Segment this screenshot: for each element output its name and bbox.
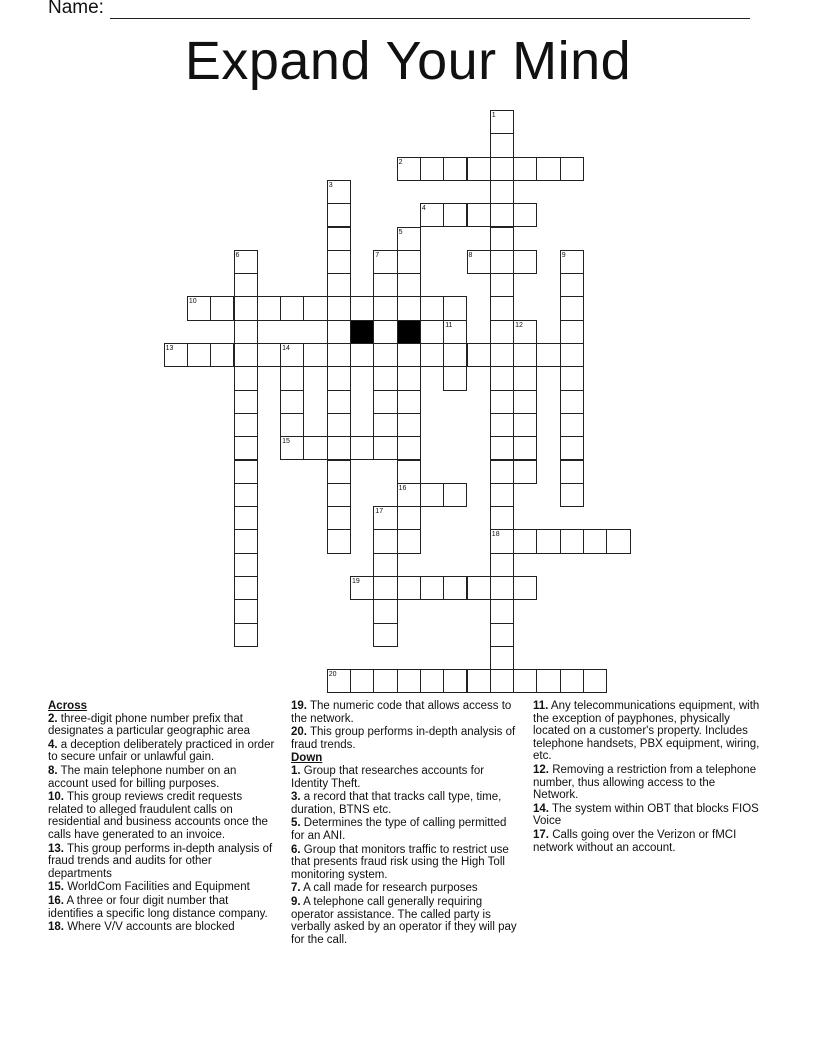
grid-cell[interactable] — [327, 506, 351, 530]
clue-number: 13. — [48, 842, 64, 855]
grid-cell[interactable] — [373, 296, 397, 320]
grid-cell[interactable] — [490, 366, 514, 390]
clue-number-label: 9 — [561, 251, 566, 259]
clue-number: 12. — [533, 763, 549, 776]
clue-text: Where V/V accounts are blocked — [64, 921, 235, 934]
clue-number: 11. — [533, 700, 549, 712]
grid-cell[interactable] — [327, 529, 351, 553]
grid-cell[interactable] — [420, 203, 444, 227]
clue-text: a record that that tracks call type, time, duration, BTNS etc. — [291, 791, 502, 816]
grid-cell[interactable] — [397, 273, 421, 297]
grid-black-cell — [397, 320, 421, 344]
grid-cell[interactable] — [490, 320, 514, 344]
grid-cell[interactable] — [303, 343, 327, 367]
across-heading: Across — [48, 700, 87, 712]
grid-cell[interactable] — [397, 529, 421, 553]
grid-cell[interactable] — [327, 273, 351, 297]
down-clue-list-continued — [533, 700, 761, 854]
clue-item — [291, 726, 519, 751]
clue-text: Group that monitors traffic to restrict use that presents fraud risk using the High Toll monitoring system. — [291, 843, 509, 881]
clue-item — [291, 700, 519, 725]
clue-number: 19. — [291, 700, 307, 712]
grid-cell[interactable] — [327, 296, 351, 320]
clue-item — [533, 803, 761, 828]
grid-cell[interactable] — [373, 250, 397, 274]
clue-number: 1. — [291, 764, 301, 777]
grid-cell[interactable] — [443, 343, 467, 367]
grid-cell[interactable] — [164, 343, 188, 367]
grid-cell[interactable] — [187, 296, 211, 320]
clue-text: a deception deliberately practiced in order to secure unfair or unlawful gain. — [48, 738, 275, 764]
clue-number: 16. — [48, 894, 64, 907]
clue-text: Removing a restriction from a telephone number, thus allowing access to the Network. — [533, 763, 757, 802]
clue-number: 6. — [291, 843, 301, 856]
grid-cell[interactable] — [280, 296, 304, 320]
clue-text: Group that researches accounts for Identity Theft. — [291, 764, 485, 790]
grid-cell[interactable] — [234, 296, 258, 320]
grid-cell[interactable] — [327, 413, 351, 437]
clue-text: Determines the type of calling permitted for an ANI. — [291, 817, 507, 842]
grid-cell[interactable] — [327, 436, 351, 460]
grid-cell[interactable] — [490, 133, 514, 157]
grid-cell[interactable] — [234, 553, 258, 577]
grid-cell[interactable] — [234, 529, 258, 553]
grid-cell[interactable] — [560, 320, 584, 344]
grid-cell[interactable] — [443, 576, 467, 600]
grid-cell[interactable] — [373, 623, 397, 647]
across-clue-list-continued — [291, 700, 519, 751]
grid-cell[interactable] — [280, 413, 304, 437]
grid-cell[interactable] — [280, 343, 304, 367]
grid-cell[interactable] — [373, 506, 397, 530]
grid-cell[interactable] — [443, 366, 467, 390]
grid-cell[interactable] — [560, 669, 584, 693]
grid-cell[interactable] — [490, 576, 514, 600]
grid-cell[interactable] — [280, 436, 304, 460]
grid-cell[interactable] — [327, 320, 351, 344]
grid-cell[interactable] — [490, 553, 514, 577]
clue-text: This group performs in-depth analysis of fraud trends. — [291, 726, 516, 751]
grid-cell[interactable] — [490, 227, 514, 251]
grid-cell[interactable] — [397, 413, 421, 437]
grid-cell[interactable] — [490, 599, 514, 623]
grid-cell[interactable] — [373, 343, 397, 367]
clue-number: 4. — [48, 738, 58, 751]
grid-cell[interactable] — [490, 273, 514, 297]
grid-cell[interactable] — [490, 669, 514, 693]
grid-cell[interactable] — [373, 576, 397, 600]
grid-cell[interactable] — [536, 669, 560, 693]
grid-cell[interactable] — [513, 203, 537, 227]
grid-cell[interactable] — [560, 157, 584, 181]
clue-text: WorldCom Facilities and Equipment — [64, 881, 250, 894]
grid-cell[interactable] — [443, 320, 467, 344]
across-clue-list — [48, 713, 276, 934]
clue-text: three-digit phone number prefix that designates a particular geographic area — [48, 712, 251, 738]
grid-cell[interactable] — [234, 506, 258, 530]
grid-cell[interactable] — [490, 390, 514, 414]
grid-cell[interactable] — [234, 366, 258, 390]
grid-cell[interactable] — [210, 343, 234, 367]
grid-cell[interactable] — [327, 180, 351, 204]
clue-number: 10. — [48, 791, 64, 804]
grid-cell[interactable] — [327, 390, 351, 414]
grid-cell[interactable] — [513, 250, 537, 274]
clue-number-label: 18 — [491, 531, 500, 539]
grid-cell[interactable] — [490, 646, 514, 670]
grid-cell[interactable] — [373, 413, 397, 437]
grid-cell[interactable] — [397, 669, 421, 693]
grid-cell[interactable] — [397, 506, 421, 530]
clue-number-label: 4 — [421, 205, 426, 213]
grid-cell[interactable] — [350, 669, 374, 693]
name-label: Name: — [48, 0, 104, 18]
grid-cell[interactable] — [490, 296, 514, 320]
clue-text: A three or four digit number that identifies a specific long distance company. — [48, 894, 268, 920]
clue-number-label: 7 — [375, 251, 380, 259]
clues-column-3 — [533, 700, 761, 855]
grid-cell[interactable] — [327, 669, 351, 693]
grid-cell[interactable] — [560, 529, 584, 553]
clue-number: 8. — [48, 764, 58, 777]
grid-cell[interactable] — [327, 343, 351, 367]
grid-cell[interactable] — [490, 483, 514, 507]
clue-item — [48, 791, 276, 841]
clue-item — [291, 896, 519, 946]
grid-cell[interactable] — [513, 669, 537, 693]
grid-cell[interactable] — [490, 110, 514, 134]
grid-cell[interactable] — [490, 157, 514, 181]
clue-item — [291, 791, 519, 816]
grid-cell[interactable] — [397, 576, 421, 600]
clues-column-1 — [48, 700, 276, 935]
grid-cell[interactable] — [397, 227, 421, 251]
grid-cell[interactable] — [536, 529, 560, 553]
grid-cell[interactable] — [257, 343, 281, 367]
grid-cell[interactable] — [303, 296, 327, 320]
clue-text: Calls going over the Verizon or fMCI network without an account. — [533, 828, 737, 854]
grid-cell[interactable] — [490, 250, 514, 274]
grid-cell[interactable] — [234, 413, 258, 437]
grid-cell[interactable] — [280, 366, 304, 390]
clue-number-label: 20 — [328, 671, 337, 679]
grid-cell[interactable] — [560, 296, 584, 320]
grid-cell[interactable] — [490, 436, 514, 460]
grid-cell[interactable] — [234, 273, 258, 297]
grid-cell[interactable] — [210, 296, 234, 320]
clue-number-label: 2 — [398, 158, 403, 166]
grid-cell[interactable] — [420, 576, 444, 600]
clue-item — [533, 829, 761, 854]
grid-cell[interactable] — [187, 343, 211, 367]
clue-item — [291, 765, 519, 790]
clue-number-label: 6 — [235, 251, 240, 259]
grid-cell[interactable] — [583, 529, 607, 553]
clue-number-label: 11 — [445, 321, 453, 329]
clue-item — [533, 764, 761, 802]
clue-item — [48, 713, 276, 738]
grid-cell[interactable] — [397, 250, 421, 274]
grid-cell[interactable] — [513, 343, 537, 367]
clue-number-label: 8 — [468, 251, 473, 259]
page-title: Expand Your Mind — [184, 31, 632, 91]
grid-cell[interactable] — [467, 576, 491, 600]
grid-cell[interactable] — [490, 413, 514, 437]
clue-number-label: 13 — [165, 345, 174, 352]
grid-cell[interactable] — [490, 623, 514, 647]
grid-cell[interactable] — [397, 157, 421, 181]
grid-cell[interactable] — [397, 366, 421, 390]
grid-cell[interactable] — [350, 436, 374, 460]
grid-cell[interactable] — [373, 436, 397, 460]
grid-cell[interactable] — [397, 436, 421, 460]
clue-item — [291, 844, 519, 882]
clue-item — [48, 881, 276, 894]
grid-cell[interactable] — [606, 529, 630, 553]
grid-cell[interactable] — [327, 250, 351, 274]
clue-item — [48, 843, 276, 881]
clue-text: This group performs in-depth analysis of fraud trends and audits for other departments — [48, 842, 273, 880]
grid-cell[interactable] — [373, 529, 397, 553]
grid-cell[interactable] — [583, 669, 607, 693]
down-clue-list — [291, 765, 519, 946]
grid-cell[interactable] — [327, 366, 351, 390]
grid-black-cell — [350, 320, 374, 344]
clue-number: 3. — [291, 791, 301, 804]
grid-cell[interactable] — [257, 296, 281, 320]
clue-number-label: 15 — [282, 438, 290, 446]
clue-text: Any telecommunications equipment, with the exception of payphones, physically located on a customer's property. Includes telephone handsets, PBX equipment, wiring, etc. — [533, 700, 760, 763]
clue-number-label: 16 — [398, 484, 407, 492]
grid-cell[interactable] — [490, 180, 514, 204]
grid-cell[interactable] — [350, 296, 374, 320]
grid-cell[interactable] — [536, 343, 560, 367]
grid-cell[interactable] — [420, 343, 444, 367]
grid-cell[interactable] — [420, 296, 444, 320]
clue-number-label: 17 — [375, 508, 384, 516]
grid-cell[interactable] — [234, 483, 258, 507]
clue-item — [48, 895, 276, 920]
grid-cell[interactable] — [234, 250, 258, 274]
clues-column-2 — [291, 700, 519, 947]
grid-cell[interactable] — [397, 343, 421, 367]
grid-cell[interactable] — [513, 390, 537, 414]
down-heading: Down — [291, 752, 323, 765]
grid-cell[interactable] — [350, 343, 374, 367]
clue-item — [291, 882, 519, 895]
clue-text: This group reviews credit requests related to alleged fraudulent calls on residential and business accounts once the calls have generated to an invoice. — [48, 791, 268, 841]
grid-cell[interactable] — [327, 203, 351, 227]
clue-item — [48, 921, 276, 934]
clue-number: 17. — [533, 828, 549, 841]
grid-cell[interactable] — [467, 669, 491, 693]
grid-cell[interactable] — [373, 273, 397, 297]
clue-number: 20. — [291, 726, 307, 739]
grid-cell[interactable] — [560, 343, 584, 367]
clue-item — [48, 765, 276, 790]
clue-number-label: 12 — [515, 321, 523, 329]
grid-cell[interactable] — [373, 669, 397, 693]
grid-cell[interactable] — [443, 483, 467, 507]
clue-number-label: 5 — [398, 228, 403, 236]
clue-number-label: 1 — [491, 112, 496, 119]
grid-cell[interactable] — [560, 366, 584, 390]
clue-number-label: 3 — [328, 181, 333, 189]
clue-number: 18. — [48, 921, 64, 934]
grid-cell[interactable] — [560, 460, 584, 484]
grid-cell[interactable] — [560, 250, 584, 274]
grid-cell[interactable] — [513, 366, 537, 390]
grid-cell[interactable] — [467, 250, 491, 274]
clue-text: A call made for research purposes — [300, 882, 478, 895]
clue-number: 2. — [48, 712, 58, 725]
grid-cell[interactable] — [350, 576, 374, 600]
grid-cell[interactable] — [234, 436, 258, 460]
grid-cell[interactable] — [560, 273, 584, 297]
grid-cell[interactable] — [513, 460, 537, 484]
grid-cell[interactable] — [327, 227, 351, 251]
grid-cell[interactable] — [443, 203, 467, 227]
grid-cell[interactable] — [327, 460, 351, 484]
grid-cell[interactable] — [373, 599, 397, 623]
clue-number-label: 14 — [282, 345, 290, 352]
grid-cell[interactable] — [490, 529, 514, 553]
grid-cell[interactable] — [467, 343, 491, 367]
clue-text: A telephone call generally requiring operator assistance. The called party is verbally asked by an operator if they will pay for the call. — [291, 895, 517, 946]
grid-cell[interactable] — [234, 599, 258, 623]
grid-cell[interactable] — [467, 157, 491, 181]
grid-cell[interactable] — [490, 460, 514, 484]
grid-cell[interactable] — [536, 157, 560, 181]
grid-cell[interactable] — [490, 203, 514, 227]
clue-item — [533, 700, 761, 763]
clue-number: 14. — [533, 802, 549, 815]
clue-number: 15. — [48, 881, 64, 894]
grid-cell[interactable] — [420, 669, 444, 693]
clue-number: 9. — [291, 895, 301, 908]
grid-cell[interactable] — [513, 157, 537, 181]
grid-cell[interactable] — [560, 436, 584, 460]
grid-cell[interactable] — [234, 343, 258, 367]
grid-cell[interactable] — [467, 203, 491, 227]
grid-cell[interactable] — [490, 506, 514, 530]
grid-cell[interactable] — [234, 623, 258, 647]
grid-cell[interactable] — [234, 576, 258, 600]
clue-text: The numeric code that allows access to the network. — [291, 700, 512, 725]
grid-cell[interactable] — [373, 366, 397, 390]
grid-cell[interactable] — [513, 436, 537, 460]
clue-text: The system within OBT that blocks FIOS Voice — [533, 802, 759, 828]
clue-item — [291, 817, 519, 842]
grid-cell[interactable] — [513, 576, 537, 600]
clue-text: The main telephone number on an account used for billing purposes. — [48, 764, 237, 790]
grid-cell[interactable] — [443, 669, 467, 693]
grid-cell[interactable] — [397, 460, 421, 484]
clue-number-label: 19 — [352, 578, 360, 585]
clue-number-label: 10 — [188, 298, 197, 306]
grid-cell[interactable] — [560, 413, 584, 437]
grid-cell[interactable] — [420, 157, 444, 181]
grid-cell[interactable] — [397, 390, 421, 414]
grid-cell[interactable] — [420, 483, 444, 507]
grid-cell[interactable] — [373, 390, 397, 414]
grid-cell[interactable] — [397, 483, 421, 507]
grid-cell[interactable] — [513, 529, 537, 553]
grid-cell[interactable] — [373, 553, 397, 577]
clue-number: 5. — [291, 817, 301, 830]
grid-cell[interactable] — [513, 413, 537, 437]
grid-cell[interactable] — [443, 296, 467, 320]
grid-cell[interactable] — [397, 296, 421, 320]
grid-cell[interactable] — [560, 390, 584, 414]
grid-cell[interactable] — [234, 320, 258, 344]
grid-cell[interactable] — [513, 320, 537, 344]
grid-cell[interactable] — [490, 343, 514, 367]
grid-cell[interactable] — [560, 483, 584, 507]
clue-item — [48, 739, 276, 764]
grid-cell[interactable] — [303, 436, 327, 460]
grid-cell[interactable] — [280, 390, 304, 414]
grid-cell[interactable] — [327, 483, 351, 507]
grid-cell[interactable] — [443, 157, 467, 181]
grid-cell[interactable] — [234, 390, 258, 414]
grid-cell[interactable] — [373, 320, 397, 344]
grid-cell[interactable] — [234, 460, 258, 484]
clue-number: 7. — [291, 882, 301, 895]
